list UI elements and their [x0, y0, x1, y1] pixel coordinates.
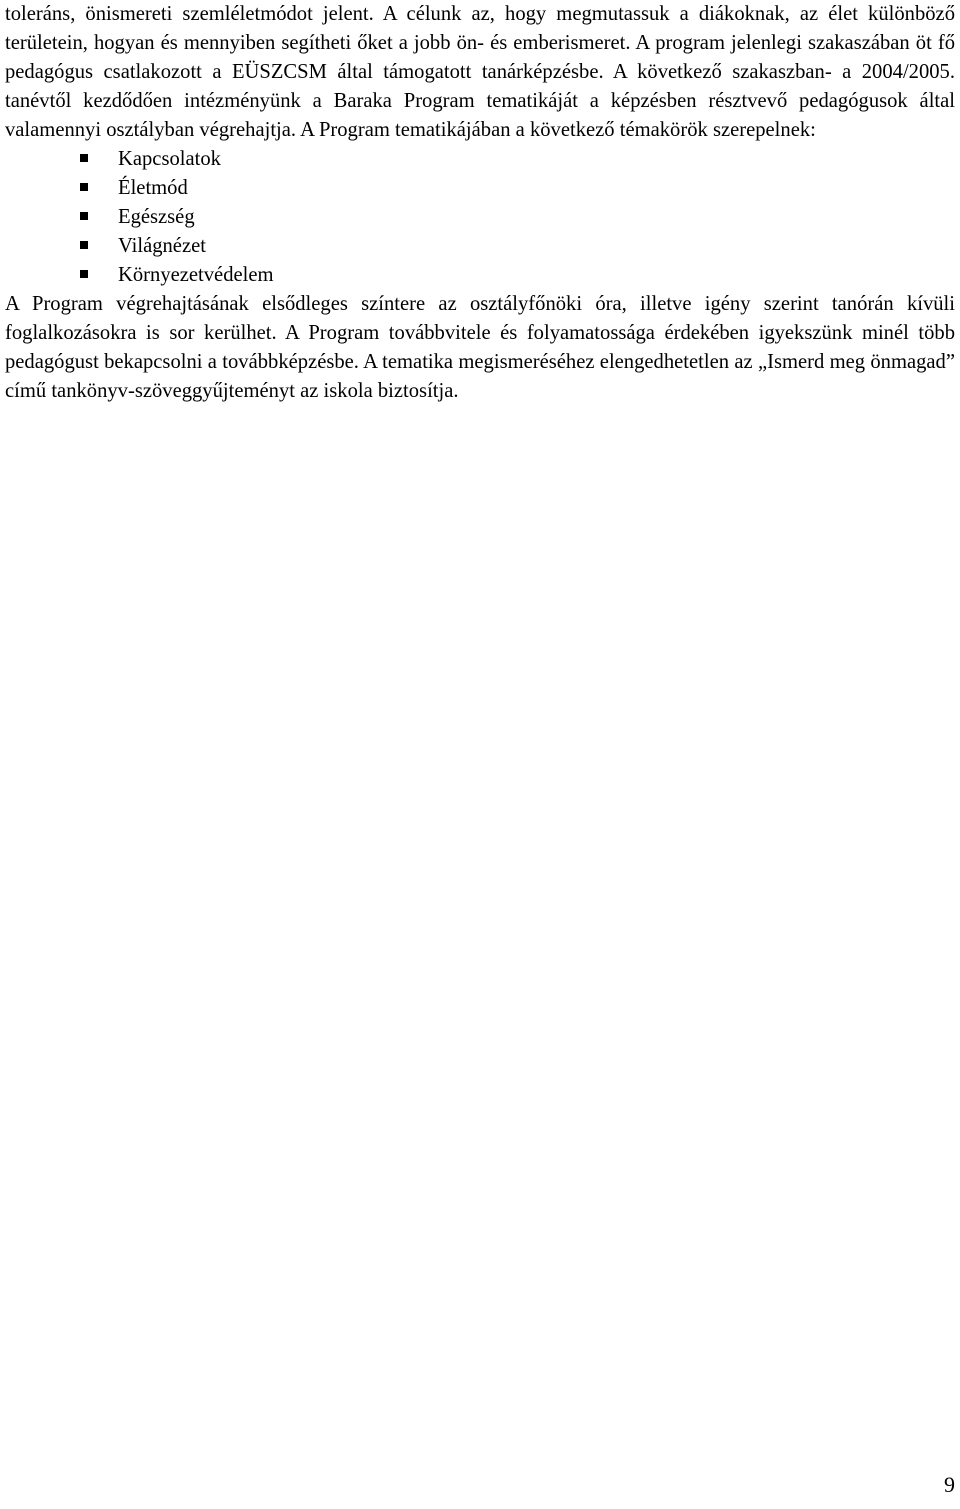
square-bullet-icon — [80, 183, 88, 191]
topic-label: Világnézet — [118, 235, 206, 257]
list-item — [77, 203, 955, 232]
list-item — [77, 145, 955, 174]
topic-label: Egészség — [118, 206, 195, 228]
list-item — [77, 232, 955, 261]
topic-label: Kapcsolatok — [118, 148, 221, 170]
closing-paragraph: A Program végrehajtásának elsődleges színtere az osztályfőnöki óra, illetve igény szerint tanórán kívüli foglalkozásokra is sor kerülhet. A Program továbbvitele és folyamatossága érdekében igyekszünk minél több pedagógust bekapcsolni a továbbképzésbe. A tematika megismeréséhez elengedhetetlen az „Ismerd meg önmagad” című tankönyv-szöveggyűjteményt az iskola biztosítja. — [5, 293, 955, 402]
topic-label: Életmód — [118, 177, 188, 199]
topic-list — [5, 145, 955, 290]
document-page — [5, 0, 955, 406]
page-number: 9 — [944, 1472, 955, 1497]
square-bullet-icon — [80, 270, 88, 278]
square-bullet-icon — [80, 241, 88, 249]
topic-label: Környezetvédelem — [118, 264, 274, 286]
list-item — [77, 261, 955, 290]
list-item — [77, 174, 955, 203]
intro-paragraph: toleráns, önismereti szemléletmódot jelent. A célunk az, hogy megmutassuk a diákoknak, az élet különböző területein, hogyan és mennyiben segítheti őket a jobb ön- és emberismeret. A program jelenlegi szakaszában öt fő pedagógus csatlakozott a EÜSZCSM által támogatott tanárképzésbe. A következő szakaszban- a 2004/2005. tanévtől kezdődően intézményünk a Baraka Program tematikáját a képzésben résztvevő pedagógusok által valamennyi osztályban végrehajtja. A Program tematikájában a következő témakörök szerepelnek: — [5, 3, 955, 141]
square-bullet-icon — [80, 212, 88, 220]
square-bullet-icon — [80, 154, 88, 162]
